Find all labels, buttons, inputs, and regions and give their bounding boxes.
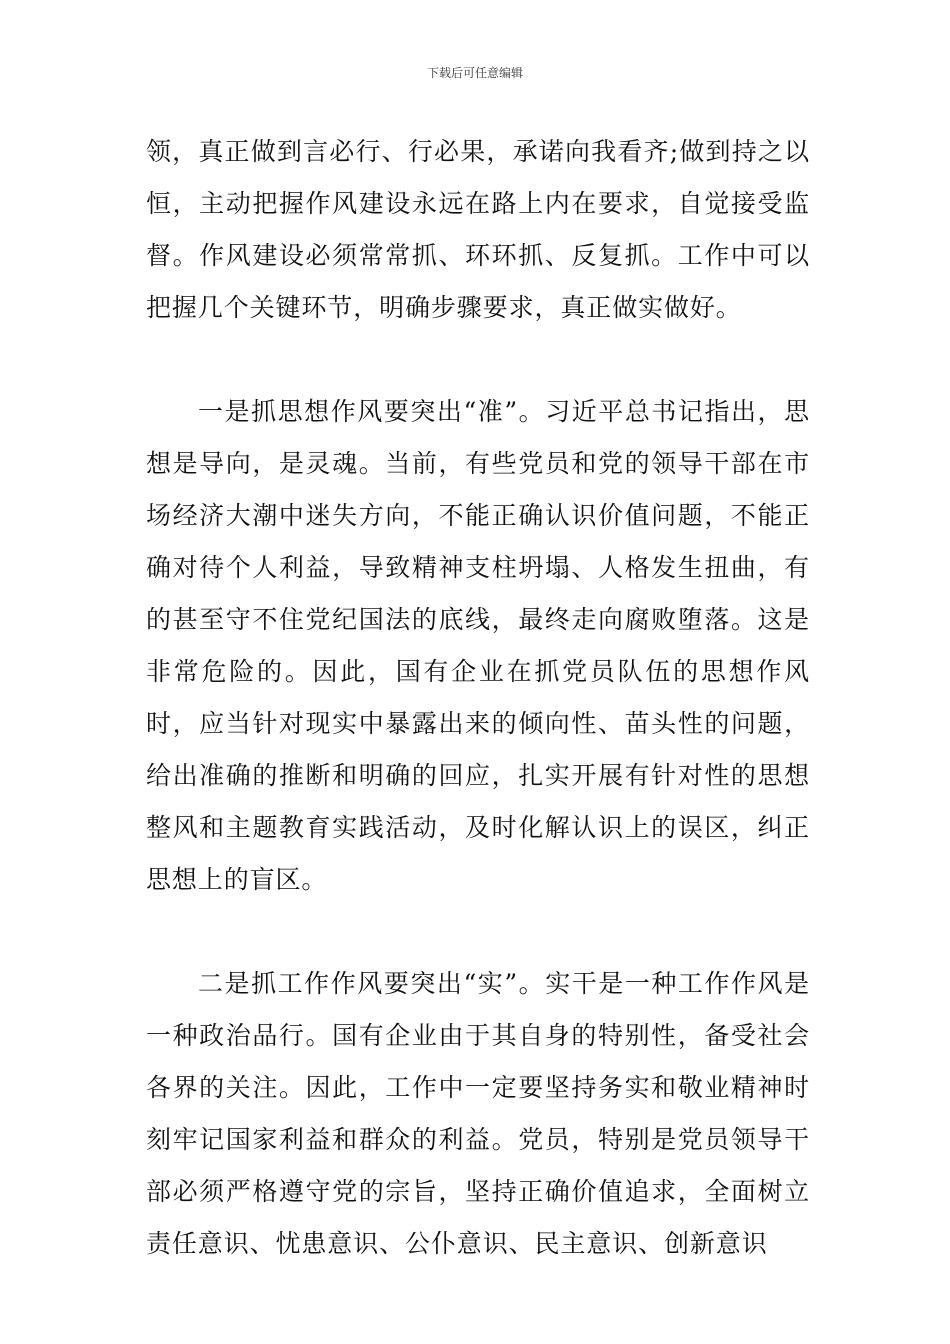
paragraph-continuation: 领，真正做到言必行、行必果，承诺向我看齐;做到持之以恒，主动把握作风建设永远在路上内在要求，自觉接受监督。作风建设必须常常抓、环环抓、反复抓。工作中可以把握几个关键环节，明确步骤要求，真正做实做好。 <box>146 137 810 322</box>
document-body <box>146 126 810 1270</box>
paragraph-work-style: 二是抓工作作风要突出“实”。实干是一种工作作风是一种政治品行。国有企业由于其自身的特别性，备受社会各界的关注。因此，工作中一定要坚持务实和敬业精神时刻牢记国家利益和群众的利益。党员，特别是党员领导干部必须严格遵守党的宗旨，坚持正确价值追求，全面树立责任意识、忧患意识、公仆意识、民主意识、创新意识 <box>146 969 810 1258</box>
header-note: 下载后可任意编辑 <box>426 66 523 80</box>
paragraph-thought-style: 一是抓思想作风要突出“准”。习近平总书记指出，思想是导向，是灵魂。当前，有些党员和党的领导干部在市场经济大潮中迷失方向，不能正确认识价值问题，不能正确对待个人利益，导致精神支柱坍塌、人格发生扭曲，有的甚至守不住党纪国法的底线，最终走向腐败堕落。这是非常危险的。因此，国有企业在抓党员队伍的思想作风时，应当针对现实中暴露出来的倾向性、苗头性的问题，给出准确的推断和明确的回应，扎实开展有针对性的思想整风和主题教育实践活动，及时化解认识上的误区，纠正思想上的盲区。 <box>146 397 810 894</box>
